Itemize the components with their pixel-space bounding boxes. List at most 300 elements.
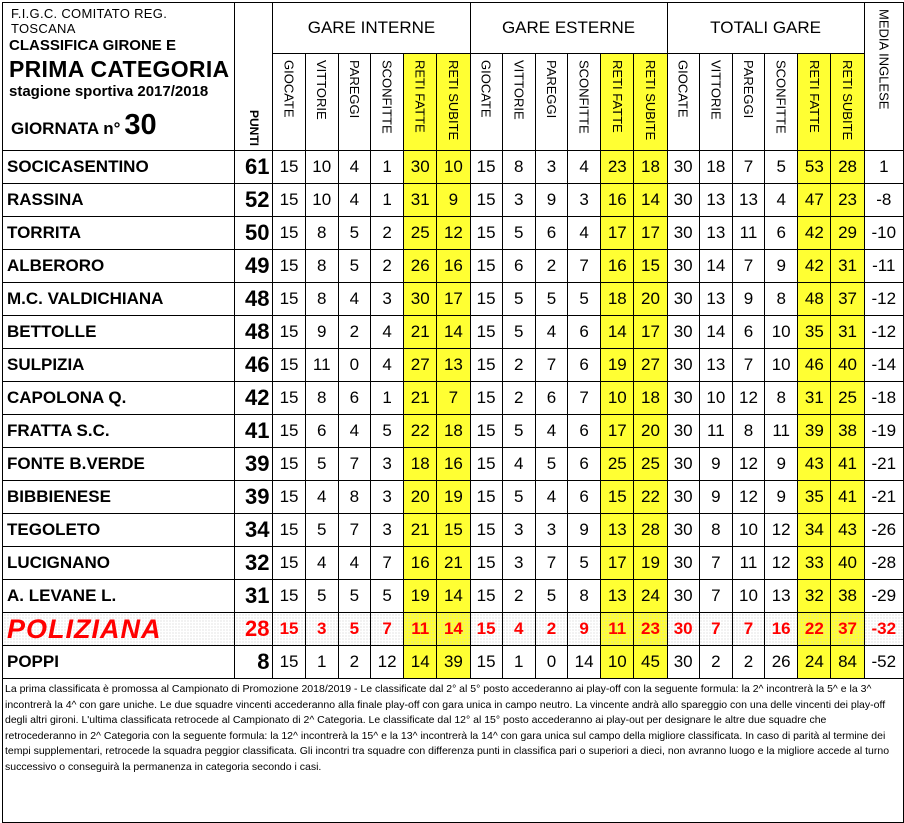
media-inglese-cell: -52 (864, 646, 903, 679)
column-header-label: PAREGGI (741, 60, 756, 119)
stat-cell: 8 (732, 415, 764, 448)
stat-cell: 7 (699, 580, 732, 613)
stat-cell: 6 (765, 217, 798, 250)
stat-cell: 8 (765, 382, 798, 415)
column-header (370, 54, 403, 151)
stat-cell: 7 (437, 382, 470, 415)
stat-cell: 14 (437, 613, 470, 646)
stat-cell: 11 (404, 613, 437, 646)
stat-cell: 8 (699, 514, 732, 547)
stat-cell: 7 (370, 613, 403, 646)
stat-cell: 15 (273, 580, 305, 613)
stat-cell: 7 (535, 547, 567, 580)
stat-cell: 38 (831, 415, 864, 448)
stat-cell: 4 (568, 151, 601, 184)
stat-cell: 30 (404, 151, 437, 184)
stat-cell: 6 (535, 217, 567, 250)
stat-cell: 1 (502, 646, 535, 679)
stat-cell: 15 (273, 415, 305, 448)
stat-cell: 5 (338, 613, 370, 646)
stat-cell: 3 (370, 481, 403, 514)
stat-cell: 17 (634, 316, 667, 349)
stat-cell: 5 (305, 448, 338, 481)
stat-cell: 3 (370, 283, 403, 316)
stat-cell: 8 (305, 283, 338, 316)
stat-cell: 15 (470, 646, 502, 679)
table-row (3, 217, 904, 250)
stat-cell: 10 (765, 349, 798, 382)
team-points: 49 (235, 250, 273, 283)
stat-cell: 41 (831, 448, 864, 481)
stat-cell: 47 (798, 184, 831, 217)
stat-cell: 4 (568, 217, 601, 250)
stat-cell: 15 (437, 514, 470, 547)
team-name: SULPIZIA (3, 349, 235, 382)
media-inglese-cell: -12 (864, 316, 903, 349)
media-inglese-cell: -28 (864, 547, 903, 580)
category-title: PRIMA CATEGORIA (9, 56, 230, 82)
team-points: 31 (235, 580, 273, 613)
team-points: 28 (235, 613, 273, 646)
stat-cell: 28 (634, 514, 667, 547)
stat-cell: 2 (502, 382, 535, 415)
group-esterne: GARE ESTERNE (470, 3, 667, 54)
column-header-label: GIOCATE (675, 60, 691, 118)
column-header-label: RETI SUBITE (445, 60, 461, 141)
stat-cell: 2 (338, 316, 370, 349)
team-points: 39 (235, 481, 273, 514)
stat-cell: 7 (568, 250, 601, 283)
stat-cell: 23 (601, 151, 634, 184)
stat-cell: 5 (338, 580, 370, 613)
team-name: LUCIGNANO (3, 547, 235, 580)
media-inglese-cell: -26 (864, 514, 903, 547)
giornata-text: GIORNATA n° (11, 119, 121, 138)
stat-cell: 12 (437, 217, 470, 250)
stat-cell: 15 (470, 250, 502, 283)
stat-cell: 15 (470, 382, 502, 415)
title-block (3, 3, 235, 151)
column-header-label: VITTORIE (314, 60, 330, 120)
table-row (3, 580, 904, 613)
stat-cell: 7 (699, 547, 732, 580)
stat-cell: 12 (732, 448, 764, 481)
stat-cell: 15 (273, 547, 305, 580)
team-points: 34 (235, 514, 273, 547)
stat-cell: 21 (437, 547, 470, 580)
team-name: M.C. VALDICHIANA (3, 283, 235, 316)
stat-cell: 15 (470, 151, 502, 184)
stat-cell: 4 (338, 151, 370, 184)
stat-cell: 15 (470, 481, 502, 514)
stat-cell: 3 (502, 514, 535, 547)
stat-cell: 37 (831, 613, 864, 646)
stat-cell: 7 (732, 151, 764, 184)
stat-cell: 30 (667, 646, 699, 679)
stat-cell: 5 (370, 580, 403, 613)
team-name: CAPOLONA Q. (3, 382, 235, 415)
stat-cell: 15 (273, 217, 305, 250)
column-header-label: PAREGGI (346, 60, 362, 119)
stat-cell: 31 (831, 250, 864, 283)
stat-cell: 12 (765, 547, 798, 580)
team-name: POLIZIANA (3, 613, 235, 646)
stat-cell: 22 (404, 415, 437, 448)
stat-cell: 13 (699, 217, 732, 250)
stat-cell: 31 (798, 382, 831, 415)
media-inglese-cell: -21 (864, 448, 903, 481)
stat-cell: 39 (437, 646, 470, 679)
stat-cell: 4 (535, 481, 567, 514)
table-row (3, 481, 904, 514)
stat-cell: 27 (404, 349, 437, 382)
team-points: 48 (235, 283, 273, 316)
stat-cell: 13 (601, 514, 634, 547)
stat-cell: 35 (798, 481, 831, 514)
stat-cell: 11 (601, 613, 634, 646)
stat-cell: 6 (568, 316, 601, 349)
stat-cell: 10 (765, 316, 798, 349)
stat-cell: 7 (338, 514, 370, 547)
team-points: 32 (235, 547, 273, 580)
table-row (3, 184, 904, 217)
stat-cell: 23 (831, 184, 864, 217)
stat-cell: 30 (667, 613, 699, 646)
stat-cell: 15 (273, 316, 305, 349)
stat-cell: 6 (568, 349, 601, 382)
column-header (535, 54, 567, 151)
stat-cell: 3 (305, 613, 338, 646)
stat-cell: 30 (667, 547, 699, 580)
stat-cell: 7 (732, 250, 764, 283)
stat-cell: 30 (667, 580, 699, 613)
stat-cell: 0 (338, 349, 370, 382)
stat-cell: 24 (634, 580, 667, 613)
table-row (3, 250, 904, 283)
stat-cell: 13 (699, 283, 732, 316)
stat-cell: 18 (634, 151, 667, 184)
stat-cell: 26 (765, 646, 798, 679)
stat-cell: 15 (470, 613, 502, 646)
stat-cell: 11 (732, 547, 764, 580)
stat-cell: 16 (601, 250, 634, 283)
media-inglese-cell: -29 (864, 580, 903, 613)
stat-cell: 15 (273, 382, 305, 415)
team-points: 39 (235, 448, 273, 481)
stat-cell: 4 (535, 415, 567, 448)
column-header-label: RETI FATTE (609, 60, 625, 133)
stat-cell: 21 (404, 382, 437, 415)
stat-cell: 15 (273, 514, 305, 547)
stat-cell: 25 (831, 382, 864, 415)
team-points: 41 (235, 415, 273, 448)
stat-cell: 15 (470, 316, 502, 349)
column-header-label: RETI SUBITE (840, 60, 856, 141)
stat-cell: 15 (470, 415, 502, 448)
stat-cell: 12 (370, 646, 403, 679)
stat-cell: 15 (273, 349, 305, 382)
stat-cell: 13 (732, 184, 764, 217)
stat-cell: 16 (765, 613, 798, 646)
stat-cell: 15 (470, 514, 502, 547)
stat-cell: 19 (404, 580, 437, 613)
stat-cell: 17 (601, 547, 634, 580)
stat-cell: 17 (601, 217, 634, 250)
stat-cell: 1 (370, 382, 403, 415)
stat-cell: 14 (437, 316, 470, 349)
stat-cell: 2 (502, 580, 535, 613)
stat-cell: 4 (370, 349, 403, 382)
stat-cell: 12 (732, 481, 764, 514)
stat-cell: 9 (765, 448, 798, 481)
stat-cell: 1 (370, 184, 403, 217)
stat-cell: 15 (634, 250, 667, 283)
stat-cell: 15 (601, 481, 634, 514)
stat-cell: 9 (305, 316, 338, 349)
stat-cell: 30 (404, 283, 437, 316)
stat-cell: 15 (470, 547, 502, 580)
stat-cell: 34 (798, 514, 831, 547)
stat-cell: 11 (765, 415, 798, 448)
column-header-label: VITTORIE (511, 60, 527, 120)
stat-cell: 6 (568, 448, 601, 481)
stat-cell: 6 (305, 415, 338, 448)
team-name: A. LEVANE L. (3, 580, 235, 613)
stat-cell: 9 (699, 481, 732, 514)
team-points: 61 (235, 151, 273, 184)
column-header-label: RETI SUBITE (642, 60, 658, 141)
stat-cell: 15 (470, 448, 502, 481)
column-header-label: RETI FATTE (806, 60, 822, 133)
stat-cell: 18 (699, 151, 732, 184)
stat-cell: 7 (370, 547, 403, 580)
stat-cell: 7 (699, 613, 732, 646)
stat-cell: 25 (404, 217, 437, 250)
stat-cell: 5 (568, 547, 601, 580)
stat-cell: 15 (273, 613, 305, 646)
stat-cell: 5 (765, 151, 798, 184)
stat-cell: 19 (437, 481, 470, 514)
stat-cell: 14 (634, 184, 667, 217)
media-inglese-cell: -32 (864, 613, 903, 646)
column-header (634, 54, 667, 151)
stat-cell: 31 (831, 316, 864, 349)
stat-cell: 37 (831, 283, 864, 316)
stat-cell: 16 (437, 250, 470, 283)
stat-cell: 8 (305, 250, 338, 283)
stat-cell: 17 (601, 415, 634, 448)
stat-cell: 6 (568, 415, 601, 448)
stat-cell: 13 (765, 580, 798, 613)
media-inglese-cell: -19 (864, 415, 903, 448)
table-row (3, 316, 904, 349)
stat-cell: 5 (370, 415, 403, 448)
stat-cell: 84 (831, 646, 864, 679)
team-points: 8 (235, 646, 273, 679)
table-row (3, 547, 904, 580)
stat-cell: 15 (470, 580, 502, 613)
stat-cell: 4 (338, 547, 370, 580)
stat-cell: 43 (831, 514, 864, 547)
table-row (3, 349, 904, 382)
stat-cell: 6 (535, 382, 567, 415)
stat-cell: 19 (634, 547, 667, 580)
column-header (732, 54, 764, 151)
media-inglese-cell: -11 (864, 250, 903, 283)
stat-cell: 10 (601, 382, 634, 415)
stat-cell: 5 (535, 580, 567, 613)
group-totali: TOTALI GARE (667, 3, 864, 54)
stat-cell: 10 (732, 514, 764, 547)
column-header-label: VITTORIE (708, 60, 724, 120)
stat-cell: 5 (502, 415, 535, 448)
team-name: SOCICASENTINO (3, 151, 235, 184)
stat-cell: 43 (798, 448, 831, 481)
stat-cell: 48 (798, 283, 831, 316)
stat-cell: 5 (535, 283, 567, 316)
media-label: MEDIA INGLESE (876, 9, 892, 110)
stat-cell: 45 (634, 646, 667, 679)
stat-cell: 21 (404, 316, 437, 349)
column-header (765, 54, 798, 151)
column-header (404, 54, 437, 151)
stat-cell: 8 (305, 382, 338, 415)
stat-cell: 0 (535, 646, 567, 679)
stat-cell: 7 (732, 349, 764, 382)
stat-cell: 5 (338, 217, 370, 250)
stat-cell: 15 (470, 349, 502, 382)
stat-cell: 30 (667, 382, 699, 415)
stat-cell: 1 (370, 151, 403, 184)
stat-cell: 4 (502, 613, 535, 646)
stat-cell: 20 (634, 283, 667, 316)
stat-cell: 12 (765, 514, 798, 547)
stat-cell: 9 (765, 481, 798, 514)
stat-cell: 5 (502, 283, 535, 316)
stat-cell: 15 (470, 217, 502, 250)
stat-cell: 15 (470, 184, 502, 217)
team-name: BETTOLLE (3, 316, 235, 349)
column-header-label: SCONFITTE (379, 60, 395, 134)
stat-cell: 3 (535, 151, 567, 184)
stat-cell: 9 (699, 448, 732, 481)
team-name: POPPI (3, 646, 235, 679)
stat-cell: 4 (338, 283, 370, 316)
stat-cell: 30 (667, 151, 699, 184)
stat-cell: 15 (273, 184, 305, 217)
stat-cell: 15 (273, 481, 305, 514)
stat-cell: 5 (535, 448, 567, 481)
column-header (273, 54, 305, 151)
table-row (3, 151, 904, 184)
stat-cell: 6 (568, 481, 601, 514)
stat-cell: 20 (404, 481, 437, 514)
stat-cell: 28 (831, 151, 864, 184)
rules-note: La prima classificata è promossa al Campionato di Promozione 2018/2019 - Le classificate dal 2° al 5° posto accederanno ai play-off con la seguente formula: la 2^ incontrerà la 5^ e la 3^ incontrerà la 4^ con gare uniche. Le due squadre vincenti accederanno alla finale play-off con gara unica in campo neutro. La vincente andrà allo spareggio con una delle vincenti dei play-off degli altri gironi. L'ultima classificata retrocede al Campionato di 2^ Categoria. Le classificate dal 12° al 15° posto accederanno ai play-out per designare le altre due squadre che retrocederanno in 2^ Categoria con la seguente formula: la 12^ incontrerà la 15^ e la 13^ incontrerà la 14^ con gara unica sul campo della migliore classificata. In caso di parità al termine dei tempi supplementari, retrocede la squadra peggior classificata. Gli incontri tra squadre con differenza punti in classifica pari o superiori a dieci, non avranno luogo e la migliore accede al turno successivo o conseguirà la permanenza in categoria secondo i casi. (3, 679, 904, 823)
stat-cell: 2 (338, 646, 370, 679)
stat-cell: 4 (305, 481, 338, 514)
stat-cell: 4 (370, 316, 403, 349)
column-header (699, 54, 732, 151)
team-points: 50 (235, 217, 273, 250)
team-name: ALBERORO (3, 250, 235, 283)
stat-cell: 10 (305, 151, 338, 184)
stat-cell: 9 (568, 613, 601, 646)
stat-cell: 9 (437, 184, 470, 217)
punti-header (235, 3, 273, 151)
stat-cell: 7 (338, 448, 370, 481)
stat-cell: 10 (699, 382, 732, 415)
stat-cell: 15 (273, 151, 305, 184)
stat-cell: 7 (535, 349, 567, 382)
stat-cell: 32 (798, 580, 831, 613)
stat-cell: 27 (634, 349, 667, 382)
stat-cell: 2 (502, 349, 535, 382)
stat-cell: 40 (831, 349, 864, 382)
stat-cell: 4 (535, 316, 567, 349)
stat-cell: 13 (699, 184, 732, 217)
stat-cell: 6 (502, 250, 535, 283)
stat-cell: 6 (338, 382, 370, 415)
team-name: RASSINA (3, 184, 235, 217)
stat-cell: 30 (667, 448, 699, 481)
stat-cell: 30 (667, 415, 699, 448)
stat-cell: 11 (699, 415, 732, 448)
column-header-label: GIOCATE (281, 60, 297, 118)
giornata-number: 30 (124, 109, 157, 141)
column-header (601, 54, 634, 151)
stat-cell: 10 (305, 184, 338, 217)
giornata-label (11, 109, 157, 142)
stat-cell: 4 (338, 184, 370, 217)
stat-cell: 20 (634, 415, 667, 448)
stat-cell: 4 (305, 547, 338, 580)
media-inglese-cell: -10 (864, 217, 903, 250)
table-row (3, 646, 904, 679)
stat-cell: 16 (601, 184, 634, 217)
stat-cell: 30 (667, 316, 699, 349)
stat-cell: 46 (798, 349, 831, 382)
stat-cell: 5 (568, 283, 601, 316)
stat-cell: 29 (831, 217, 864, 250)
team-points: 46 (235, 349, 273, 382)
stat-cell: 13 (601, 580, 634, 613)
stat-cell: 15 (273, 283, 305, 316)
stat-cell: 16 (404, 547, 437, 580)
media-inglese-cell: 1 (864, 151, 903, 184)
stat-cell: 15 (273, 646, 305, 679)
column-header (568, 54, 601, 151)
stat-cell: 13 (437, 349, 470, 382)
stat-cell: 10 (732, 580, 764, 613)
media-header (864, 3, 903, 151)
stat-cell: 21 (404, 514, 437, 547)
federation-label: F.I.G.C. COMITATO REG. TOSCANA (11, 6, 168, 36)
column-header (305, 54, 338, 151)
table-row (3, 382, 904, 415)
team-name: TORRITA (3, 217, 235, 250)
stat-cell: 42 (798, 217, 831, 250)
stat-cell: 3 (502, 184, 535, 217)
column-header-label: GIOCATE (478, 60, 494, 118)
stat-cell: 9 (568, 514, 601, 547)
stat-cell: 3 (370, 514, 403, 547)
stat-cell: 2 (535, 613, 567, 646)
stat-cell: 35 (798, 316, 831, 349)
stat-cell: 30 (667, 349, 699, 382)
stat-cell: 3 (568, 184, 601, 217)
team-points: 48 (235, 316, 273, 349)
